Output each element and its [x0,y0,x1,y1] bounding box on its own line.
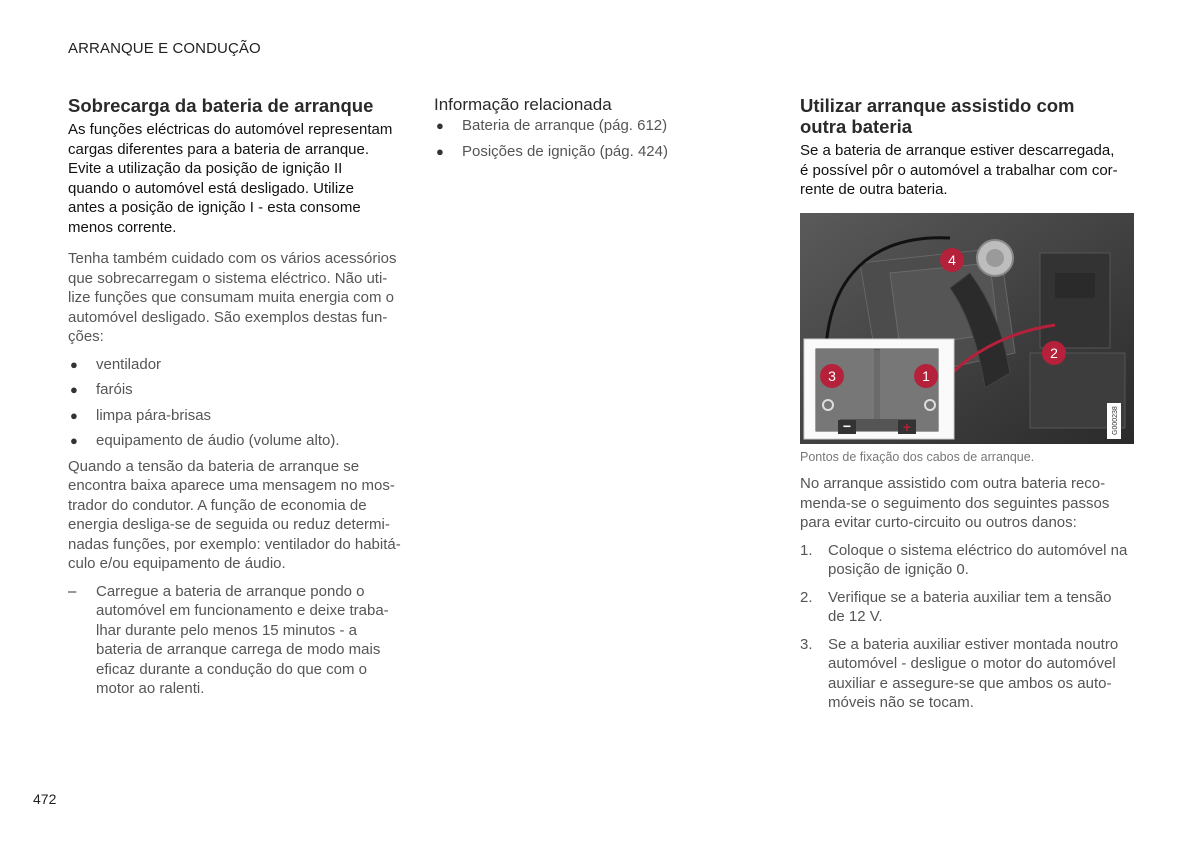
step-item: 3. Se a bateria auxiliar estiver montada noutro automóvel - desligue o motor do automóvel auxiliar e assegure-se que ambos os auto- móveis não se tocam. [800,635,1119,711]
text-line: encontra baixa aparece uma mensagem no mos- [68,477,395,494]
text-line: Tenha também cuidado com os vários acessórios [68,250,397,267]
step-number: 3. [800,635,813,653]
text-line: Evite a utilização da posição de ignição II [68,160,343,177]
text-line: para evitar curto-circuito ou outros danos: [800,514,1077,531]
callout-1 [914,364,938,388]
minus-symbol: − [842,418,852,434]
text-line: menos corrente. [68,218,177,236]
text-line: – Carregue a bateria de arranque pondo o [68,582,365,600]
svg-text:3: 3 [828,368,836,384]
svg-text:2: 2 [1050,345,1058,361]
jump-instructions-intro [800,474,1135,533]
charging-instruction [68,582,403,699]
text-line: bateria de arranque carrega de modo mais [96,641,381,658]
text-line: motor ao ralenti. [96,680,205,697]
column-battery-overload [68,95,403,699]
text-line: quando o automóvel está desligado. Utilize [68,179,355,197]
text-line: ções: [68,328,104,345]
related-info-title: Informação relacionada [434,95,612,114]
list-item: ● faróis [70,381,133,398]
bullet-icon: ● [436,118,444,133]
bullet-icon: ● [70,382,78,397]
page-number: 472 [33,791,57,807]
figure-caption: Pontos de fixação dos cabos de arranque. [800,450,1035,464]
list-item: ● ventilador [70,355,162,373]
related-link-battery[interactable]: ● Bateria de arranque (pág. 612) [436,117,668,134]
text-line: automóvel em funcionamento e deixe traba- [96,602,389,619]
related-links-list [434,116,774,161]
text-line: antes a posição de ignição I - esta consome [68,199,361,216]
section-header: ARRANQUE E CONDUÇÃO [68,40,261,57]
engine-bay-illustration [800,213,1134,444]
svg-text:4: 4 [948,252,956,268]
text-line: Se a bateria de arranque estiver descarregada, [800,142,1115,159]
list-item: ● limpa pára-brisas [70,406,212,424]
text-line: nadas funções, por exemplo: ventilador do habitá- [68,535,401,553]
intro-paragraph [68,120,403,237]
jump-intro-paragraph [800,141,1135,200]
title-line: outra bateria [800,116,913,137]
column-related-info [434,95,774,161]
text-line: é possível pôr o automóvel a trabalhar com cor- [800,161,1118,179]
text-line: No arranque assistido com outra bateria reco- [800,475,1106,492]
accessories-paragraph [68,249,403,347]
text-line: eficaz durante a condução do que com o [96,660,368,678]
title-line: Utilizar arranque assistido com [800,95,1075,116]
step-item: 2. Verifique se a bateria auxiliar tem a tensão de 12 V. [800,588,1112,625]
text-line: As funções eléctricas do automóvel representam [68,121,393,138]
section-title-battery-overload: Sobrecarga da bateria de arranque [68,95,374,116]
bullet-icon: ● [70,356,78,372]
text-line: cargas diferentes para a bateria de arranque. [68,140,370,158]
dash-marker: – [68,582,77,600]
plus-symbol: + [902,419,912,435]
text-line: energia desliga-se de seguida ou reduz determi- [68,516,390,533]
callout-4 [940,248,964,272]
bullet-icon: ● [70,433,78,448]
callout-3 [820,364,844,388]
bullet-icon: ● [436,143,444,159]
text-line: lhar durante pelo menos 15 minutos - a [96,621,357,639]
text-line: Quando a tensão da bateria de arranque se [68,457,360,475]
text-line: rente de outra bateria. [800,181,948,198]
text-line: automóvel desligado. São exemplos destas fun- [68,308,388,326]
text-line: trador do condutor. A função de economia de [68,496,367,514]
section-title-jump-start [800,95,1135,137]
list-item: ● equipamento de áudio (volume alto). [70,432,340,449]
image-code: G000238 [1112,406,1119,435]
jump-steps-list [800,541,1135,713]
low-voltage-paragraph [68,457,403,574]
step-number: 1. [800,541,813,559]
bullet-icon: ● [70,407,78,423]
text-line: culo e/ou equipamento de áudio. [68,555,286,572]
step-item: 1. Coloque o sistema eléctrico do automóvel na posição de ignição 0. [800,541,1128,578]
column-jump-start [800,95,1135,200]
callout-2 [1042,341,1066,365]
related-link-ignition[interactable]: ● Posições de ignição (pág. 424) [436,142,668,160]
step-number: 2. [800,588,813,606]
accessories-list [68,355,403,451]
svg-text:1: 1 [922,368,930,384]
text-line: que sobrecarregam o sistema eléctrico. Não uti- [68,269,388,287]
jump-start-body [800,450,1135,713]
jump-start-diagram [800,213,1134,444]
text-line: menda-se o seguimento dos seguintes passos [800,494,1110,512]
text-line: lize funções que consumam muita energia com o [68,289,395,306]
